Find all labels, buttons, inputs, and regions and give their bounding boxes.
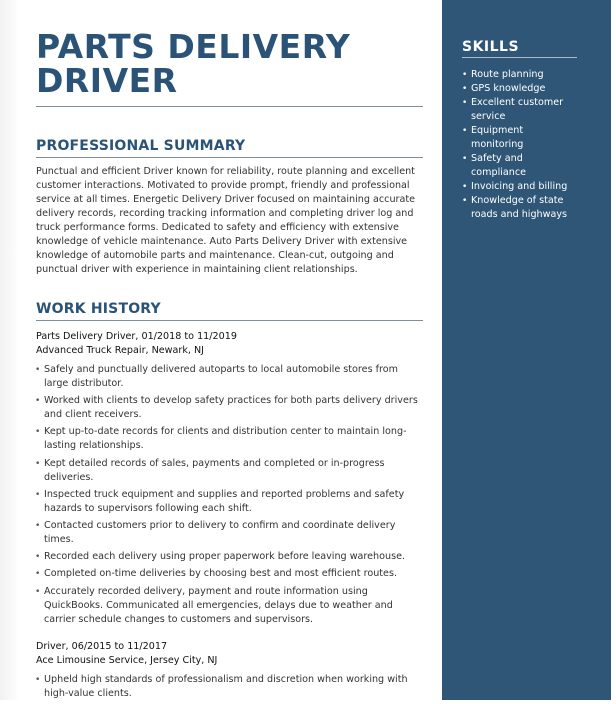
skill-item: • Route planning: [462, 68, 574, 82]
skills-divider: [462, 57, 577, 58]
job-entry: [36, 330, 423, 627]
skill-item: • GPS knowledge: [462, 82, 574, 96]
page-edge: [611, 0, 616, 700]
main-column: [36, 27, 423, 704]
summary-text: Punctual and efficient Driver known for reliability, route planning and excellent customer interactions. Motivated to provide prompt, friendly and professional service at all times. Energetic Delivery Driver focused on maintaining accurate delivery records, recording tracking information and completing driver log and truck performance forms. Dedicated to safety and efficiency with extensive knowledge of vehicle maintenance. Auto Parts Delivery Driver with extensive knowledge of automobile parts and maintenance. Clean-cut, outgoing and punctual driver with experience in maintaining client relationships.: [36, 166, 416, 275]
job-title: Parts Delivery Driver, 01/2018 to 11/2019: [36, 331, 237, 342]
job-duty: • Accurately recorded delivery, payment and route information using QuickBooks. Communicated all emergencies, delays due to weather and carrier schedule changes to customers and supervisors.: [36, 585, 423, 627]
job-duty: • Inspected truck equipment and supplies and reported problems and safety hazards to supervisors following each shift.: [36, 488, 423, 516]
job-duty: • Upheld high standards of professionalism and discretion when working with high-value clients.: [36, 673, 423, 701]
skill-item: • Safety and compliance: [462, 152, 574, 180]
name-line-1: PARTS DELIVERY: [36, 27, 351, 66]
skills-heading: SKILLS: [462, 39, 520, 55]
job-duty: • Kept detailed records of sales, payments and completed or in-progress deliveries.: [36, 457, 423, 485]
skills-list: [462, 68, 574, 222]
job-entry: [36, 640, 423, 701]
job-duty: • Safely and punctually delivered autoparts to local automobile stores from large distributor.: [36, 363, 423, 391]
work-history-heading: WORK HISTORY: [36, 301, 161, 317]
skill-item: • Knowledge of state roads and highways: [462, 194, 574, 222]
skills-sidebar: [442, 0, 616, 700]
job-duty: • Contacted customers prior to delivery to confirm and coordinate delivery times.: [36, 519, 423, 547]
job-title: Driver, 06/2015 to 11/2017: [36, 640, 168, 652]
work-history-divider: [36, 320, 423, 321]
job-duty: • Kept up-to-date records for clients and distribution center to maintain long-lasting relationships.: [36, 425, 423, 453]
summary-divider: [36, 157, 423, 158]
job-company: Advanced Truck Repair, Newark, NJ: [36, 345, 205, 356]
skill-item: • Excellent customer service: [462, 96, 574, 124]
skill-item: • Invoicing and billing: [462, 180, 574, 194]
summary-heading: PROFESSIONAL SUMMARY: [36, 138, 246, 154]
job-duty: • Completed on-time deliveries by choosing best and most efficient routes.: [36, 567, 423, 581]
skill-item: • Equipment monitoring: [462, 124, 574, 152]
job-duties-list: [36, 673, 423, 701]
job-duties-list: [36, 363, 423, 627]
job-duty: • Worked with clients to develop safety practices for both parts delivery drivers and client receivers.: [36, 394, 423, 422]
candidate-name: [36, 27, 423, 100]
name-line-2: DRIVER: [36, 61, 178, 100]
job-duty: • Recorded each delivery using proper paperwork before leaving warehouse.: [36, 550, 423, 564]
job-company: Ace Limousine Service, Jersey City, NJ: [36, 654, 218, 666]
name-divider: [36, 106, 423, 107]
